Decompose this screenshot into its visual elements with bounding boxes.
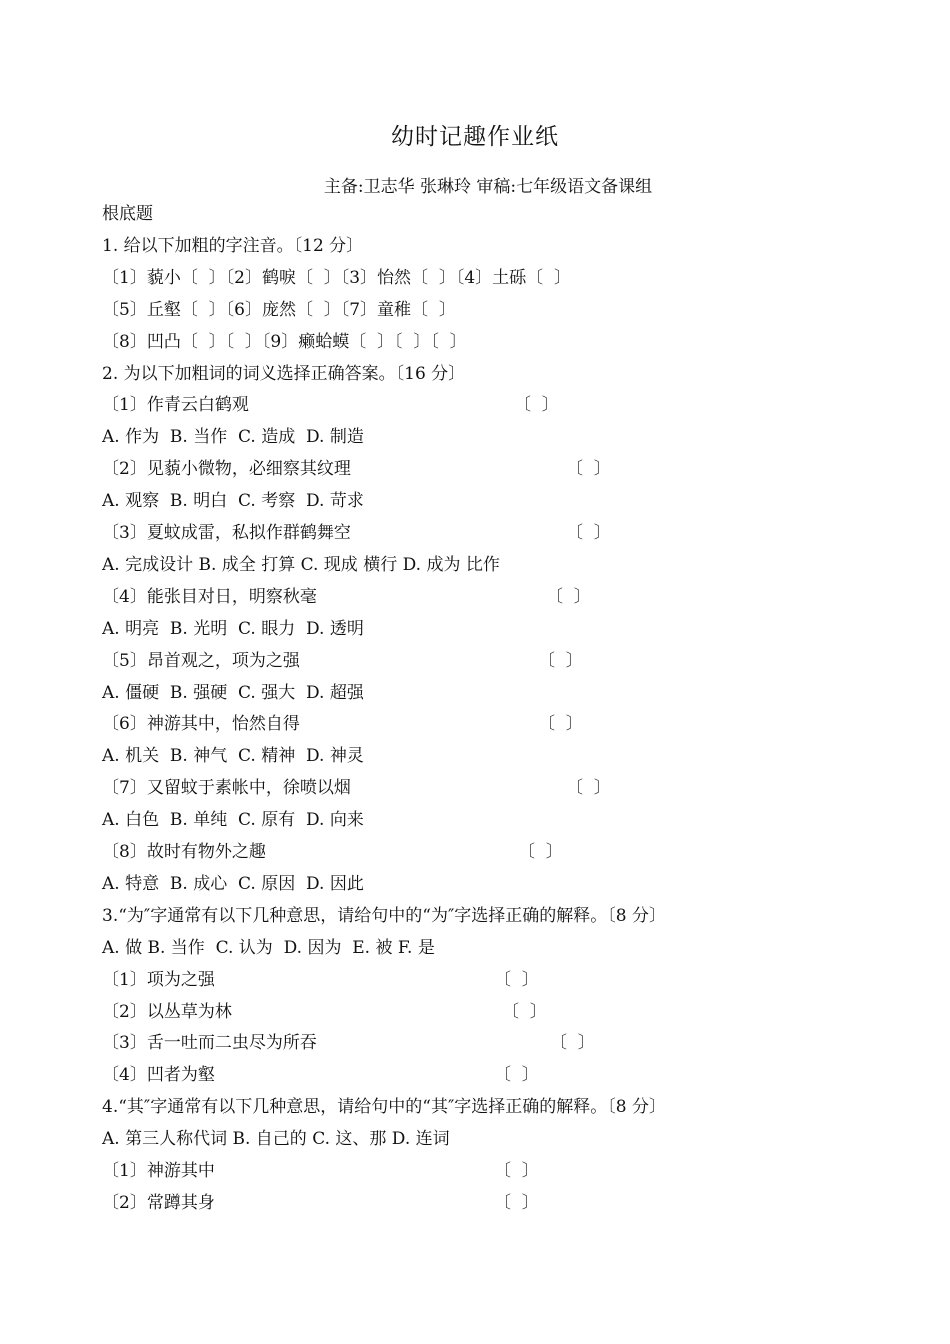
- q4-item-1: 〔1〕神游其中: [102, 1161, 215, 1181]
- q3-item-1: 〔1〕项为之强: [102, 970, 215, 990]
- q2-options-4: A. 明亮 B. 光明 C. 眼力 D. 透明: [102, 619, 364, 639]
- q2-item-7: 〔7〕又留蚊于素帐中，徐喷以烟: [102, 778, 351, 798]
- page-title: 幼时记趣作业纸: [391, 124, 559, 150]
- answer-blank[interactable]: 〔 〕: [538, 651, 583, 671]
- answer-blank[interactable]: 〔 〕: [566, 778, 611, 798]
- answer-blank[interactable]: 〔 〕: [566, 459, 611, 479]
- answer-blank[interactable]: 〔 〕: [494, 1065, 539, 1085]
- q1-line-1: 〔1〕藐小〔 〕〔2〕鹤唳〔 〕〔3〕怡然〔 〕〔4〕土砾〔 〕: [102, 268, 571, 288]
- q3-stem: 3.“为″字通常有以下几种意思，请给句中的“为″字选择正确的解释。〔8 分〕: [102, 906, 667, 926]
- answer-blank[interactable]: 〔 〕: [550, 1033, 595, 1053]
- q2-item-2: 〔2〕见藐小微物，必细察其纹理: [102, 459, 351, 479]
- section-heading: 根底题: [102, 204, 153, 224]
- q3-item-4: 〔4〕凹者为壑: [102, 1065, 215, 1085]
- q2-options-1: A. 作为 B. 当作 C. 造成 D. 制造: [102, 427, 364, 447]
- q2-item-6: 〔6〕神游其中，怡然自得: [102, 714, 300, 734]
- q2-options-7: A. 白色 B. 单纯 C. 原有 D. 向来: [102, 810, 364, 830]
- q1-line-2: 〔5〕丘壑〔 〕〔6〕庞然〔 〕〔7〕童稚〔 〕: [102, 300, 456, 320]
- answer-blank[interactable]: 〔 〕: [538, 714, 583, 734]
- q2-options-3: A. 完成设计 B. 成全 打算 C. 现成 横行 D. 成为 比作: [102, 555, 500, 575]
- q1-stem: 1. 给以下加粗的字注音。〔12 分〕: [102, 236, 364, 256]
- answer-blank[interactable]: 〔 〕: [566, 523, 611, 543]
- answer-blank[interactable]: 〔 〕: [518, 842, 563, 862]
- q2-item-5: 〔5〕昂首观之，项为之强: [102, 651, 300, 671]
- answer-blank[interactable]: 〔 〕: [514, 395, 559, 415]
- q2-options-2: A. 观察 B. 明白 C. 考察 D. 苛求: [102, 491, 364, 511]
- q4-stem: 4.“其″字通常有以下几种意思，请给句中的“其″字选择正确的解释。〔8 分〕: [102, 1097, 667, 1117]
- q2-options-5: A. 僵硬 B. 强硬 C. 强大 D. 超强: [102, 683, 364, 703]
- answer-blank[interactable]: 〔 〕: [546, 587, 591, 607]
- q4-item-2: 〔2〕常蹲其身: [102, 1193, 215, 1213]
- q3-item-2: 〔2〕以丛草为林: [102, 1002, 232, 1022]
- q2-item-8: 〔8〕故时有物外之趣: [102, 842, 266, 862]
- q2-options-6: A. 机关 B. 神气 C. 精神 D. 神灵: [102, 746, 364, 766]
- answer-blank[interactable]: 〔 〕: [494, 1161, 539, 1181]
- q2-stem: 2. 为以下加粗词的词义选择正确答案。〔16 分〕: [102, 364, 466, 384]
- q3-item-3: 〔3〕舌一吐而二虫尽为所吞: [102, 1033, 317, 1053]
- q3-options: A. 做 B. 当作 C. 认为 D. 因为 E. 被 F. 是: [102, 938, 435, 958]
- q4-options: A. 第三人称代词 B. 自己的 C. 这、那 D. 连词: [102, 1129, 450, 1149]
- authors-line: 主备:卫志华 张琳玲 审稿:七年级语文备课组: [323, 177, 653, 197]
- q2-item-1: 〔1〕作青云白鹤观: [102, 395, 249, 415]
- q2-item-3: 〔3〕夏蚊成雷，私拟作群鹤舞空: [102, 523, 351, 543]
- q2-item-4: 〔4〕能张目对日，明察秋毫: [102, 587, 317, 607]
- q1-line-3: 〔8〕凹凸〔 〕〔 〕〔9〕癞蛤蟆〔 〕〔 〕〔 〕: [102, 332, 467, 352]
- answer-blank[interactable]: 〔 〕: [494, 970, 539, 990]
- q2-options-8: A. 特意 B. 成心 C. 原因 D. 因此: [102, 874, 364, 894]
- answer-blank[interactable]: 〔 〕: [502, 1002, 547, 1022]
- answer-blank[interactable]: 〔 〕: [494, 1193, 539, 1213]
